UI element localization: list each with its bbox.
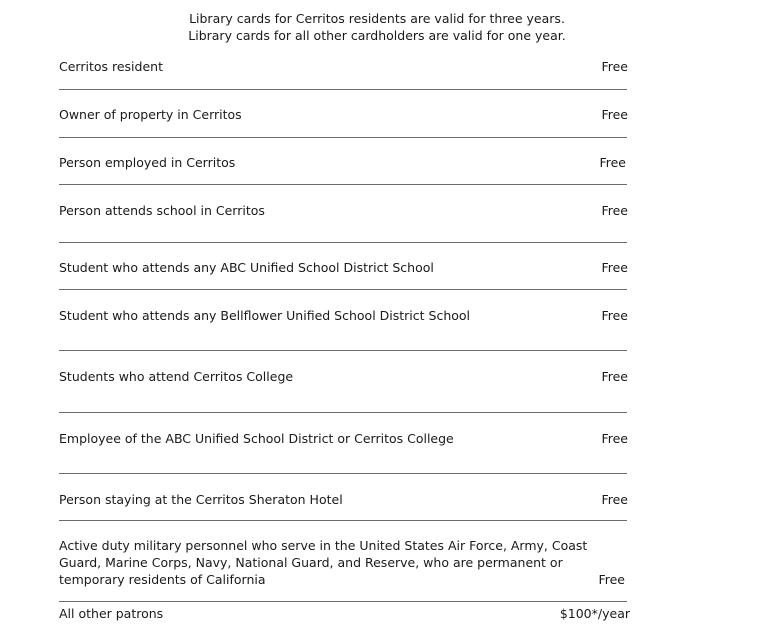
- row-divider: [59, 350, 627, 351]
- row-divider: [59, 412, 627, 413]
- row-label-cerritos-college: Students who attend Cerritos College: [59, 369, 294, 384]
- row-price-property-owner: Free: [601, 107, 628, 122]
- row-label-military: Active duty military personnel who serve in the United States Air Force, Army, Coast Guard, Marine Corps, Navy, National Guard, and Reserve, who are permanent or temporary residents of California: [59, 538, 588, 587]
- row-price-employed: Free: [599, 155, 626, 170]
- intro-line-residents: Library cards for Cerritos residents are valid for three years.: [189, 11, 565, 26]
- row-divider: [59, 601, 627, 602]
- row-label-cerritos-resident: Cerritos resident: [59, 59, 163, 74]
- row-divider: [59, 242, 627, 243]
- row-label-bellflower-student: Student who attends any Bellflower Unified School District School: [59, 308, 471, 323]
- row-label-attends-school: Person attends school in Cerritos: [59, 203, 265, 218]
- row-divider: [59, 520, 627, 521]
- row-price-district-employee: Free: [601, 431, 628, 446]
- row-price-attends-school: Free: [601, 203, 628, 218]
- row-price-abc-student: Free: [601, 260, 628, 275]
- row-price-sheraton-guest: Free: [601, 492, 628, 507]
- row-label-district-employee: Employee of the ABC Unified School District or Cerritos College: [59, 431, 454, 446]
- row-price-bellflower-student: Free: [601, 308, 628, 323]
- row-divider: [59, 184, 627, 185]
- row-divider: [59, 89, 627, 90]
- row-label-abc-student: Student who attends any ABC Unified School District School: [59, 260, 434, 275]
- row-label-all-other-patrons: All other patrons: [59, 606, 164, 621]
- row-price-cerritos-resident: Free: [601, 59, 628, 74]
- row-label-property-owner: Owner of property in Cerritos: [59, 107, 242, 122]
- row-price-military: Free: [598, 572, 625, 587]
- row-label-employed: Person employed in Cerritos: [59, 155, 236, 170]
- row-divider: [59, 473, 627, 474]
- row-divider: [59, 137, 627, 138]
- row-price-all-other-patrons: $100*/year: [559, 606, 630, 621]
- row-price-cerritos-college: Free: [601, 369, 628, 384]
- row-label-sheraton-guest: Person staying at the Cerritos Sheraton Hotel: [59, 492, 343, 507]
- row-divider: [59, 289, 627, 290]
- intro-line-others: Library cards for all other cardholders are valid for one year.: [188, 28, 566, 43]
